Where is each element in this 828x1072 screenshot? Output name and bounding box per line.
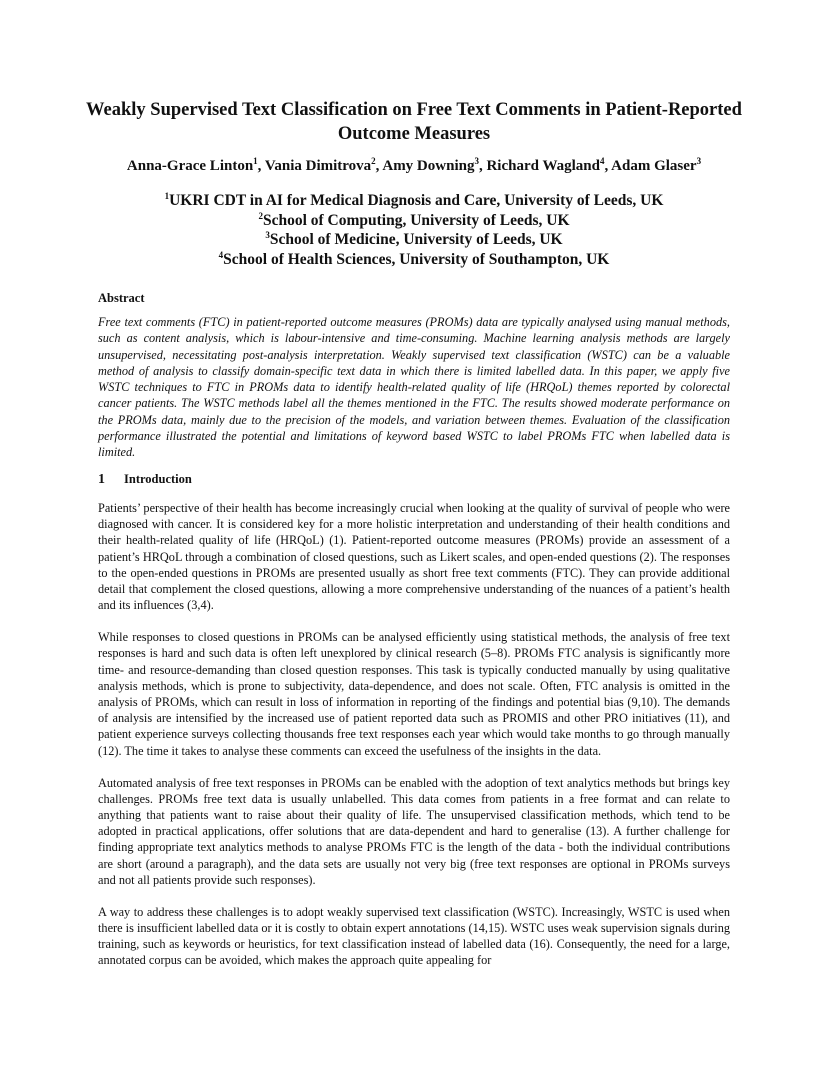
- body-paragraph: While responses to closed questions in PROMs can be analysed efficiently using statistical methods, the analysis of free text responses is hard and such data is often left unexplored by clinical research (5–8). PROMs FTC analysis is significantly more time- and resource-demanding than closed question responses. This task is typically conducted manually by using qualitative analysis methods, which is prone to subjectivity, data-dependence, and does not scale. Often, FTC analysis is omitted in the analysis of PROMs, which can result in loss of information in reporting of the findings and potential bias (9,10). The demands of analysis are intensified by the increased use of patient reported data such as PROMIS and other PRO initiatives (11), and patient experience surveys collecting thousands free text responses each year which would take months to go through manually (12). The time it takes to analyse these comments can exceed the usefulness of the insights in the data.: [98, 630, 730, 758]
- body-paragraph: A way to address these challenges is to adopt weakly supervised text classification (WSTC). Increasingly, WSTC is used when there is insufficient labelled data or it is costly to obtain expert annotations (14,15). WSTC uses weak supervision signals during training, such as keywords or heuristics, for text classification instead of labelled data (16). Consequently, the need for a large, annotated corpus can be avoided, which makes the approach quite appealing for: [98, 904, 730, 968]
- author: Richard Wagland$^4$,: [486, 156, 612, 174]
- body-paragraph: Automated analysis of free text responses in PROMs can be enabled with the adoption of text analytics methods but brings key challenges. PROMs free text data is usually unlabelled. This data comes from patients in a free format and can relate to anything that patients want to raise about their quality of life. The unsupervised classification methods, which tend to be adopted in practical applications, offer solutions that are data-dependent and hard to generalise (13). A further challenge for finding appropriate text analytics methods to analyse PROMs FTC is the length of the data - both the individual contributions are short (around a paragraph), and the data sets are usually not very big (free text responses are optional in PROMs surveys and not all patients provide such responses).: [98, 775, 730, 887]
- section-number: 1: [98, 472, 105, 487]
- body-paragraph: Patients’ perspective of their health has become increasingly crucial when looking at the quality of survival of people who were diagnosed with cancer. It is considered key for a more holistic interpretation and understanding of their health conditions and their health-related quality of life (HRQoL) (1). Patient-reported outcome measures (PROMs) provide an assessment of a patient’s HRQoL through a combination of closed questions, such as Likert scales, and open-ended questions (2). The responses to the open-ended questions in PROMs are presented usually as short free text comments (FTC). They can provide additional detail that complement the closed questions, allowing a more comprehensive understanding of the nuances of a patient’s health and its influences (3,4).: [98, 501, 730, 613]
- affiliation: $^3$School of Medicine, University of Leeds, UK: [265, 229, 563, 248]
- author: Anna-Grace Linton$^1$,: [126, 156, 265, 174]
- section-body: [98, 500, 730, 984]
- author: Vania Dimitrova$^2$,: [264, 156, 383, 174]
- affiliation: $^2$School of Computing, University of Leeds, UK: [258, 210, 570, 229]
- abstract-heading: Abstract: [98, 291, 145, 305]
- affiliation-list: [80, 191, 748, 269]
- paper-title: Weakly Supervised Text Classification on Free Text Comments in Patient-Reported Outcome Measures: [86, 100, 742, 144]
- section-title: Introduction: [124, 472, 192, 486]
- affiliation: $^1$UKRI CDT in AI for Medical Diagnosis and Care, University of Leeds, UK: [164, 190, 664, 209]
- author-list: [40, 156, 788, 176]
- abstract-text: Free text comments (FTC) in patient-reported outcome measures (PROMs) data are typically analysed using manual methods, such as content analysis, which is labour-intensive and time-consuming. Machine learning analysis methods are largely unsupervised, necessitating post-analysis interpretation. Weakly supervised text classification (WSTC) can be a valuable method of analysis to classify domain-specific text data in which there is limited labelled data. In this paper, we apply five WSTC techniques to FTC in PROMs data to identify health-related quality of life (HRQoL) themes reported by colorectal cancer patients. The WSTC methods label all the themes mentioned in the FTC. The results showed moderate performance on the PROMs data, mainly due to the precision of the models, and variation between themes. Evaluation of the classification performance illustrated the potential and limitations of keyword based WSTC to label PROMs FTC when labelled data is limited.: [98, 315, 730, 460]
- section-heading: [98, 472, 192, 488]
- affiliation: $^4$School of Health Sciences, University of Southampton, UK: [218, 249, 610, 268]
- author: Adam Glaser$^3$: [611, 156, 702, 174]
- author: Amy Downing$^3$,: [382, 156, 487, 174]
